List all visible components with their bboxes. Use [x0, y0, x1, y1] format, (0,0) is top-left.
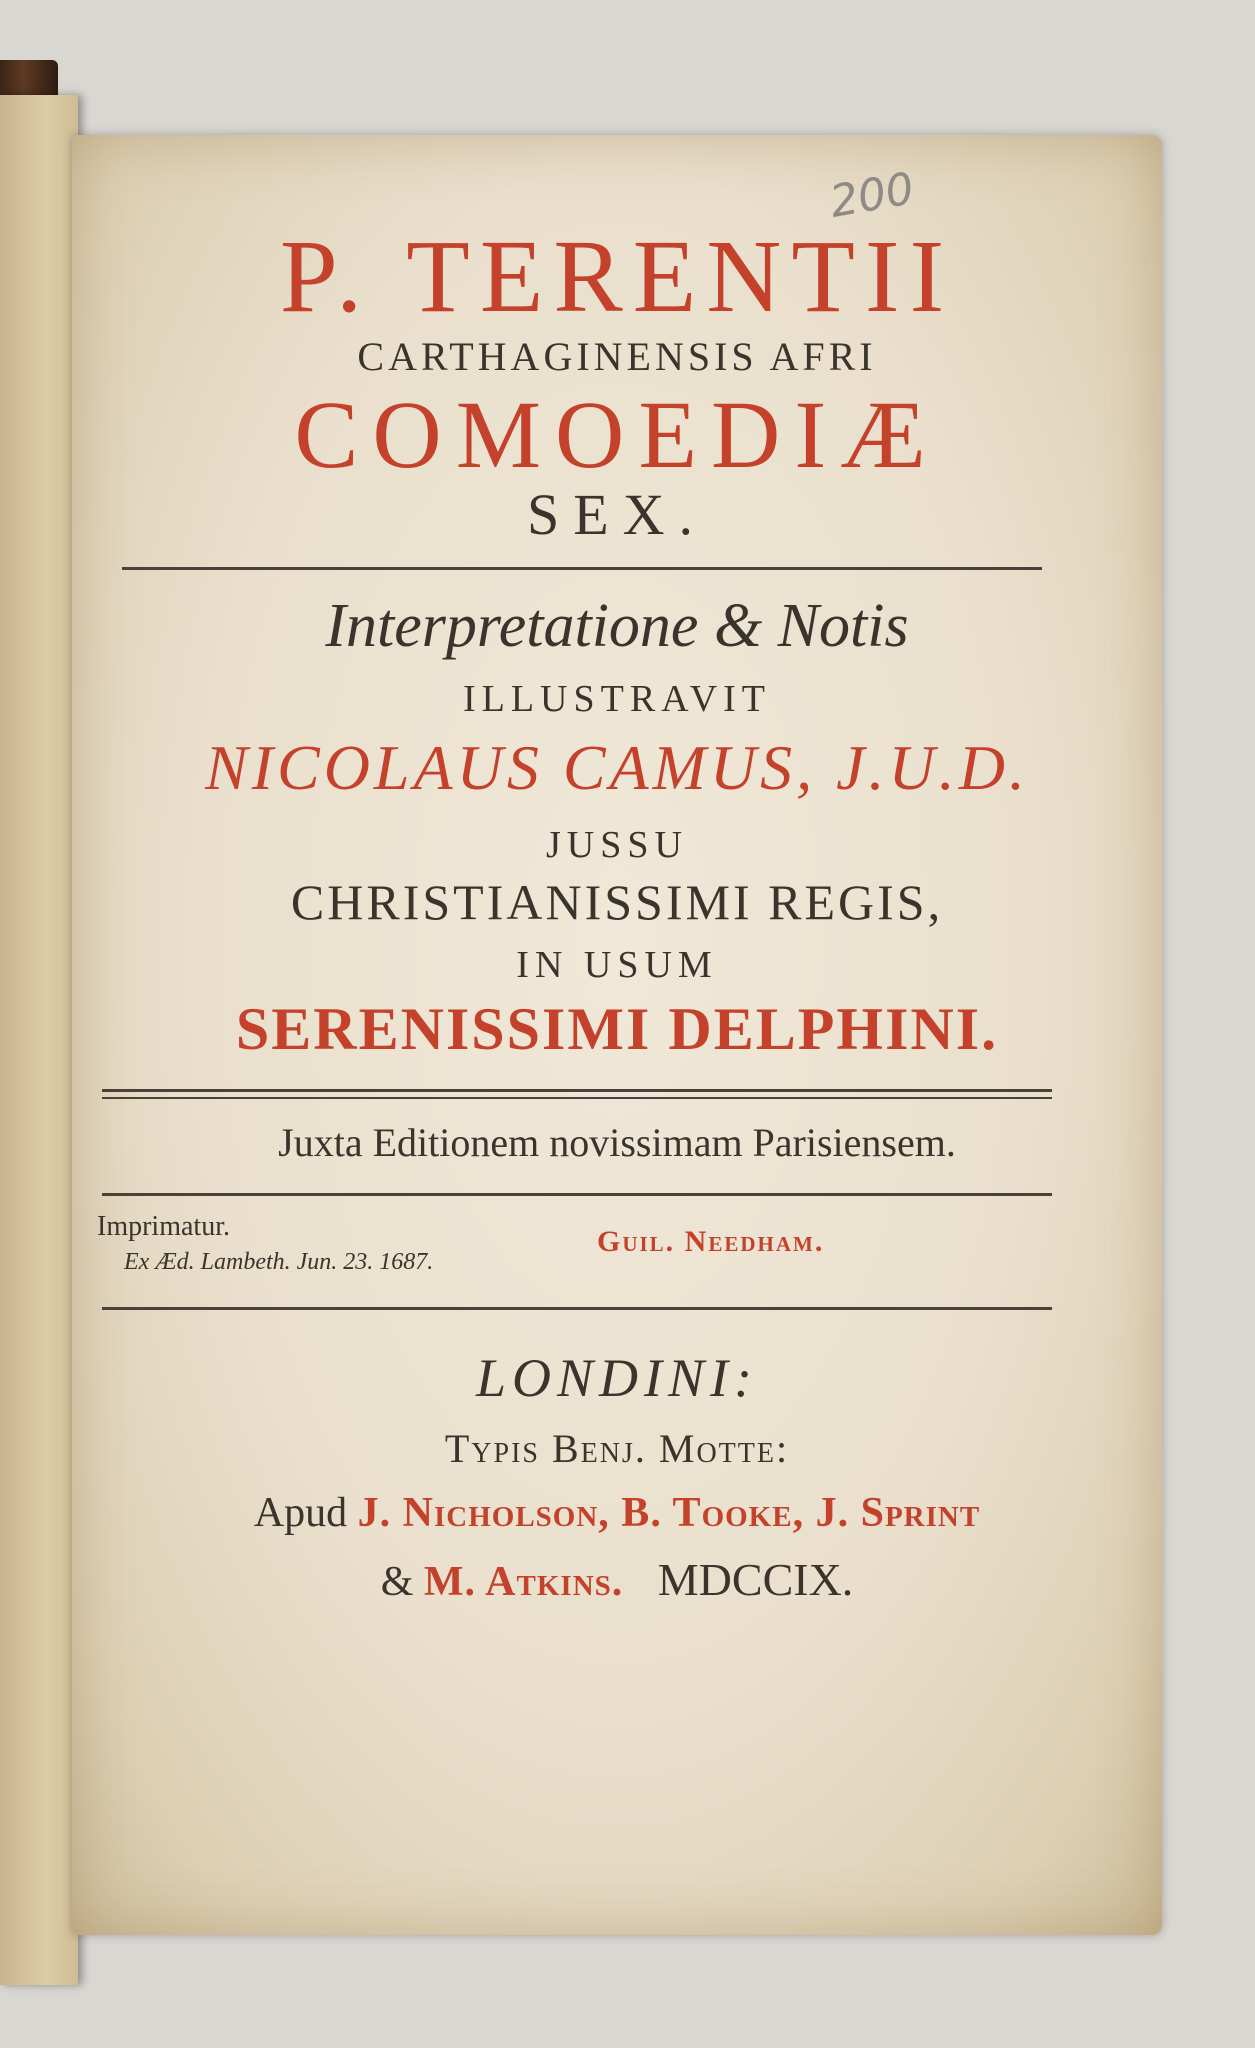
- subtitle-line: Interpretatione & Notis: [325, 592, 909, 660]
- regis-line: CHRISTIANISSIMI REGIS,: [290, 874, 944, 930]
- booksellers-first: J. Nicholson, B. Tooke, J. Sprint: [357, 1490, 981, 1536]
- year-line: [72, 1553, 1162, 1606]
- imprimatur-label: Imprimatur.: [97, 1211, 230, 1242]
- origin-line: CARTHAGINENSIS AFRI: [357, 334, 877, 379]
- imprimatur-signer: Guil. Needham.: [597, 1225, 825, 1258]
- illustravit-line: ILLUSTRAVIT: [462, 678, 772, 720]
- imprimatur-location: Ex Æd. Lambeth. Jun. 23. 1687.: [124, 1249, 434, 1275]
- city-line: LONDINI:: [475, 1348, 758, 1408]
- booksellers-second: M. Atkins.: [423, 1559, 624, 1605]
- apud-word: Apud: [253, 1490, 348, 1536]
- edition-line: Juxta Editionem novissimam Parisiensem.: [278, 1120, 956, 1165]
- work-title-line: COMOEDIÆ: [294, 381, 940, 488]
- pencil-price-annotation: 200: [826, 163, 918, 228]
- delphini-line: SERENISSIMI DELPHINI.: [235, 996, 999, 1062]
- left-page-edge: [0, 95, 78, 1985]
- title-page-text: [72, 135, 1162, 1935]
- in-usum-line: IN USUM: [516, 944, 718, 986]
- ampersand: &: [380, 1559, 414, 1605]
- rule-3: [102, 1193, 1052, 1196]
- rule-4: [102, 1307, 1052, 1310]
- jussu-line: JUSSU: [546, 824, 688, 866]
- rule-1: [122, 567, 1042, 570]
- apud-line: [72, 1489, 1162, 1537]
- count-line: SEX.: [526, 482, 708, 547]
- rule-2b: [102, 1097, 1052, 1099]
- printer-line: Typis Benj. Motte:: [444, 1426, 790, 1471]
- imprint-year: MDCCIX.: [657, 1554, 854, 1605]
- rule-2: [102, 1089, 1052, 1092]
- author-line: P. TERENTII: [279, 219, 955, 334]
- editor-line: NICOLAUS CAMUS, J.U.D.: [205, 732, 1029, 803]
